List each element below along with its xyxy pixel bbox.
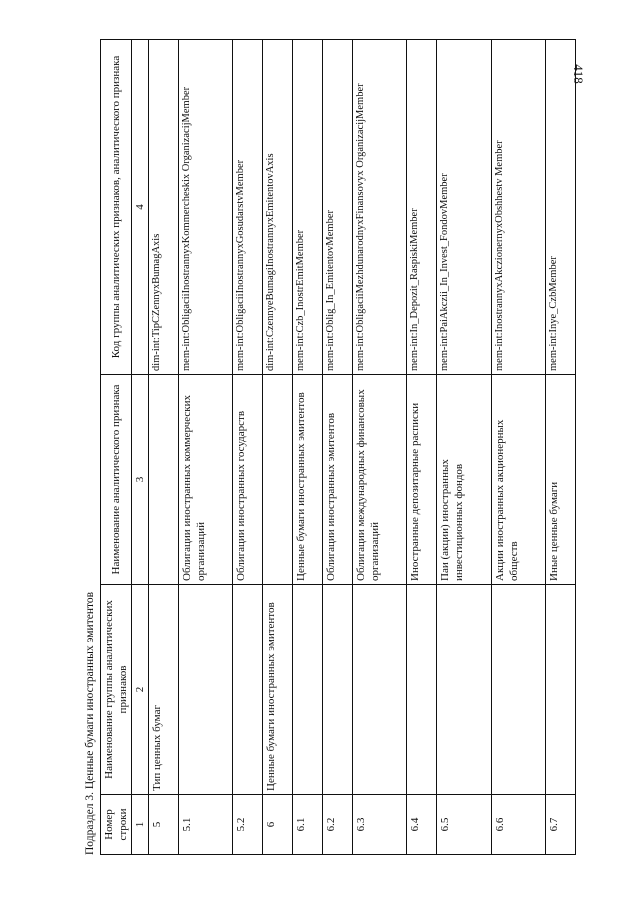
column-number: 3: [132, 375, 149, 585]
table-row: [293, 40, 323, 855]
table-row: [233, 40, 263, 855]
row-number: 6.6: [491, 795, 545, 855]
row-number: 6.3: [352, 795, 406, 855]
row-code: mem-int:ObligaciiMezhdunarodnyxFinansovyx OrganizacijMember: [352, 40, 406, 375]
row-code: dim-int:TipCZennyxBumagAxis: [149, 40, 179, 375]
page-number: 418: [571, 64, 586, 84]
row-code: mem-int:PaiAkczii_In_Invest_FondovMember: [437, 40, 491, 375]
row-group: Ценные бумаги иностранных эмитентов: [263, 585, 293, 795]
header-row-number: Номер строки: [101, 795, 132, 855]
header-group-name: Наименование группы аналитических признаков: [101, 585, 132, 795]
table-row: [149, 40, 179, 855]
row-group: [352, 585, 406, 795]
analytics-table: [100, 39, 576, 855]
column-number: 1: [132, 795, 149, 855]
row-group: [178, 585, 232, 795]
row-attribute: Облигации международных финансовых организаций: [352, 375, 406, 585]
row-attribute: Облигации иностранных государств: [233, 375, 263, 585]
row-number: 6.4: [407, 795, 437, 855]
row-group: [437, 585, 491, 795]
table-row: [407, 40, 437, 855]
row-attribute: Иные ценные бумаги: [546, 375, 576, 585]
column-number-row: [132, 40, 149, 855]
table-row: [546, 40, 576, 855]
row-code: mem-int:Inye_CzbMember: [546, 40, 576, 375]
row-group: [233, 585, 263, 795]
row-number: 5.2: [233, 795, 263, 855]
row-code: mem-int:In_Depozit_RaspiskiMember: [407, 40, 437, 375]
table-row: [178, 40, 232, 855]
row-group: [491, 585, 545, 795]
row-attribute: [263, 375, 293, 585]
row-attribute: Облигации иностранных коммерческих организаций: [178, 375, 232, 585]
row-attribute: [149, 375, 179, 585]
table-row: [437, 40, 491, 855]
column-number: 2: [132, 585, 149, 795]
row-number: 6.5: [437, 795, 491, 855]
row-number: 6.2: [322, 795, 352, 855]
row-number: 6.1: [293, 795, 323, 855]
row-attribute: Иностранные депозитарные расписки: [407, 375, 437, 585]
header-attribute-name: Наименование аналитического признака: [101, 375, 132, 585]
table-row: [322, 40, 352, 855]
row-attribute: Ценные бумаги иностранных эмитентов: [293, 375, 323, 585]
row-code: mem-int:ObligaciiInostrannyxKommercheskix OrganizacijMember: [178, 40, 232, 375]
row-number: 6: [263, 795, 293, 855]
table-row: [352, 40, 406, 855]
row-group: [407, 585, 437, 795]
row-number: 5.1: [178, 795, 232, 855]
row-number: 5: [149, 795, 179, 855]
row-code: mem-int:Czb_InostrEmitMember: [293, 40, 323, 375]
row-code: mem-int:Oblig_In_EmitentovMember: [322, 40, 352, 375]
subsection-title: Подраздел 3. Ценные бумаги иностранных эмитентов: [84, 591, 96, 855]
table-row: [263, 40, 293, 855]
header-code: Код группы аналитических признаков, аналитического признака: [101, 40, 132, 375]
row-group: Тип ценных бумаг: [149, 585, 179, 795]
row-group: [546, 585, 576, 795]
column-number: 4: [132, 40, 149, 375]
rotated-page-content: [84, 40, 629, 855]
row-attribute: Акции иностранных акционерных обществ: [491, 375, 545, 585]
row-code: mem-int:ObligaciiInostrannyxGosudarstvMember: [233, 40, 263, 375]
row-attribute: Облигации иностранных эмитентов: [322, 375, 352, 585]
row-code: dim-int:CzennyeBumagiInostrannyxEmitentovAxis: [263, 40, 293, 375]
row-code: mem-int:InostrannyxAkczionernyxObshhestv Member: [491, 40, 545, 375]
row-group: [322, 585, 352, 795]
row-attribute: Паи (акции) иностранных инвестиционных фондов: [437, 375, 491, 585]
header-row: [101, 40, 132, 855]
row-number: 6.7: [546, 795, 576, 855]
table-row: [491, 40, 545, 855]
row-group: [293, 585, 323, 795]
